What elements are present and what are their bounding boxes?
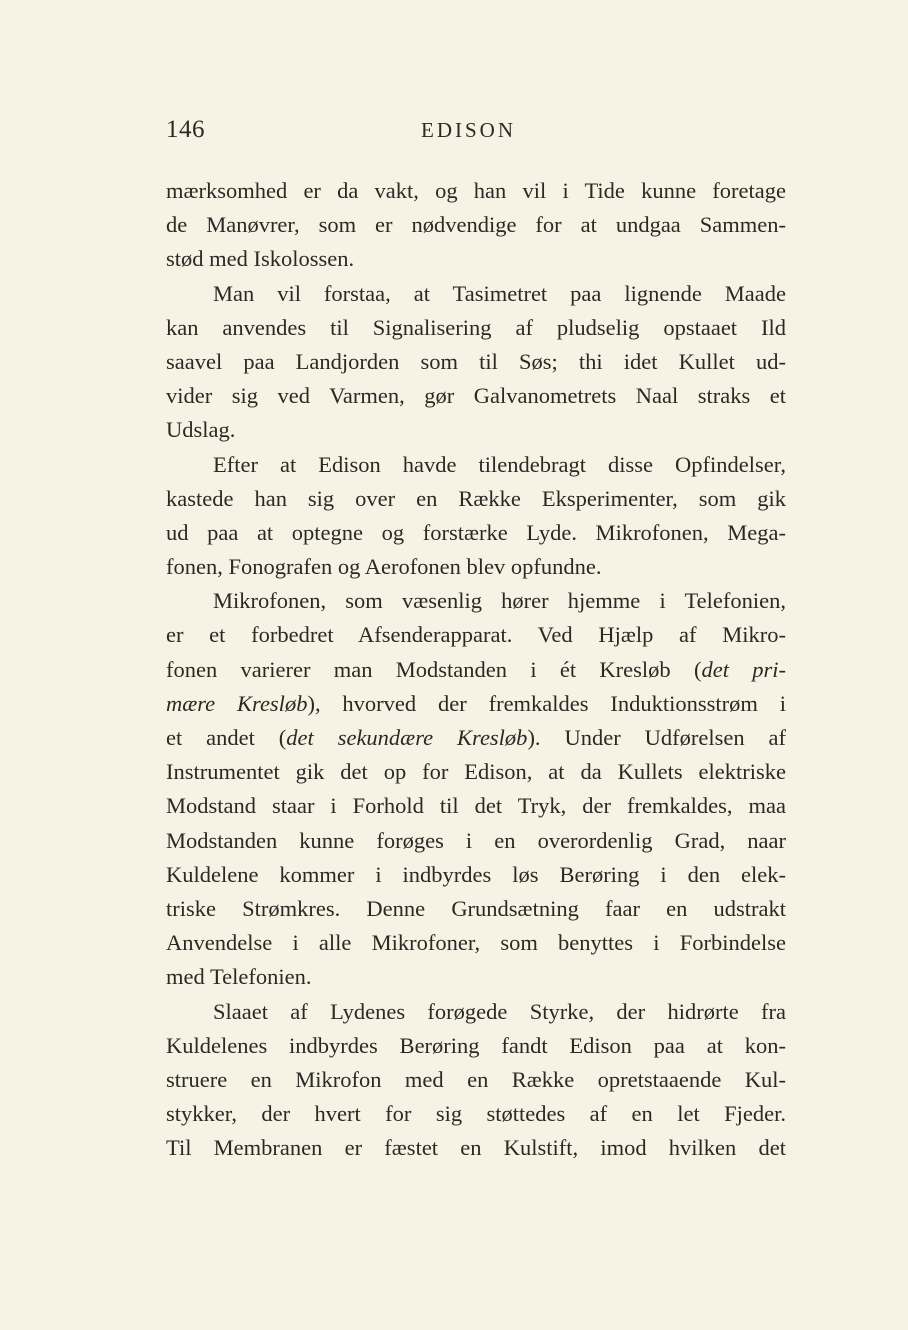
text-line: Til Membranen er fæstet en Kulstift, imod hvilken det bbox=[166, 1135, 786, 1161]
text-run: et andet ( bbox=[166, 725, 287, 750]
text-line: Slaaet af Lydenes forøgede Styrke, der hidrørte fra bbox=[213, 998, 786, 1024]
body-text bbox=[166, 174, 786, 1165]
text-run: ), hvorved der fremkaldes Induktionsstrøm i bbox=[307, 690, 786, 716]
italic-term: mære Kresløb bbox=[166, 690, 308, 716]
page-header bbox=[166, 116, 786, 152]
text-line: fonen, Fonografen og Aerofonen blev opfundne. bbox=[166, 554, 602, 580]
text-line: Man vil forstaa, at Tasimetret paa lignende Maade bbox=[213, 280, 786, 306]
text-line: triske Strømkres. Denne Grundsætning faar en udstrakt bbox=[166, 895, 786, 921]
text-line: vider sig ved Varmen, gør Galvanometrets Naal straks et bbox=[166, 383, 786, 409]
text-run: fonen varierer man Modstanden i ét Kresløb ( bbox=[166, 656, 702, 682]
text-line: Udslag. bbox=[166, 417, 236, 443]
text-line: saavel paa Landjorden som til Søs; thi idet Kullet ud- bbox=[166, 348, 786, 374]
text-line: kastede han sig over en Række Eksperimenter, som gik bbox=[166, 485, 786, 511]
text-line: kan anvendes til Signalisering af pludselig opstaaet Ild bbox=[166, 314, 786, 340]
text-line: Kuldelenes indbyrdes Berøring fandt Edison paa at kon- bbox=[166, 1032, 786, 1058]
italic-term: det pri- bbox=[701, 656, 786, 682]
text-line bbox=[166, 687, 786, 721]
text-line: Instrumentet gik det op for Edison, at da Kullets elektriske bbox=[166, 759, 786, 785]
text-line: med Telefonien. bbox=[166, 964, 312, 990]
text-line: de Manøvrer, som er nødvendige for at undgaa Sammen- bbox=[166, 212, 786, 238]
text-line: Kuldelene kommer i indbyrdes løs Berøring i den elek- bbox=[166, 861, 786, 887]
text-line: Modstand staar i Forhold til det Tryk, der fremkaldes, maa bbox=[166, 793, 786, 819]
text-line: Mikrofonen, som væsenlig hører hjemme i Telefonien, bbox=[213, 588, 786, 614]
text-line: Efter at Edison havde tilendebragt disse Opfindelser, bbox=[213, 451, 786, 477]
text-line: stykker, der hvert for sig støttedes af en let Fjeder. bbox=[166, 1101, 786, 1127]
page-number: 146 bbox=[166, 116, 205, 143]
text-line: Modstanden kunne forøges i en overordenlig Grad, naar bbox=[166, 827, 786, 853]
text-line: er et forbedret Afsenderapparat. Ved Hjælp af Mikro- bbox=[166, 622, 786, 648]
text-line bbox=[166, 653, 786, 687]
text-line: ud paa at optegne og forstærke Lyde. Mikrofonen, Mega- bbox=[166, 519, 786, 545]
text-line: Anvendelse i alle Mikrofoner, som benyttes i Forbindelse bbox=[166, 930, 786, 956]
running-head: EDISON bbox=[421, 118, 516, 142]
text-line bbox=[166, 721, 786, 755]
italic-term: det sekundære Kresløb bbox=[286, 725, 528, 750]
text-line: mærksomhed er da vakt, og han vil i Tide kunne foretage bbox=[166, 178, 786, 203]
text-run: ). Under Udførelsen af bbox=[527, 725, 786, 750]
text-line: stød med Iskolossen. bbox=[166, 246, 355, 272]
text-line: struere en Mikrofon med en Række opretstaaende Kul- bbox=[166, 1066, 786, 1092]
